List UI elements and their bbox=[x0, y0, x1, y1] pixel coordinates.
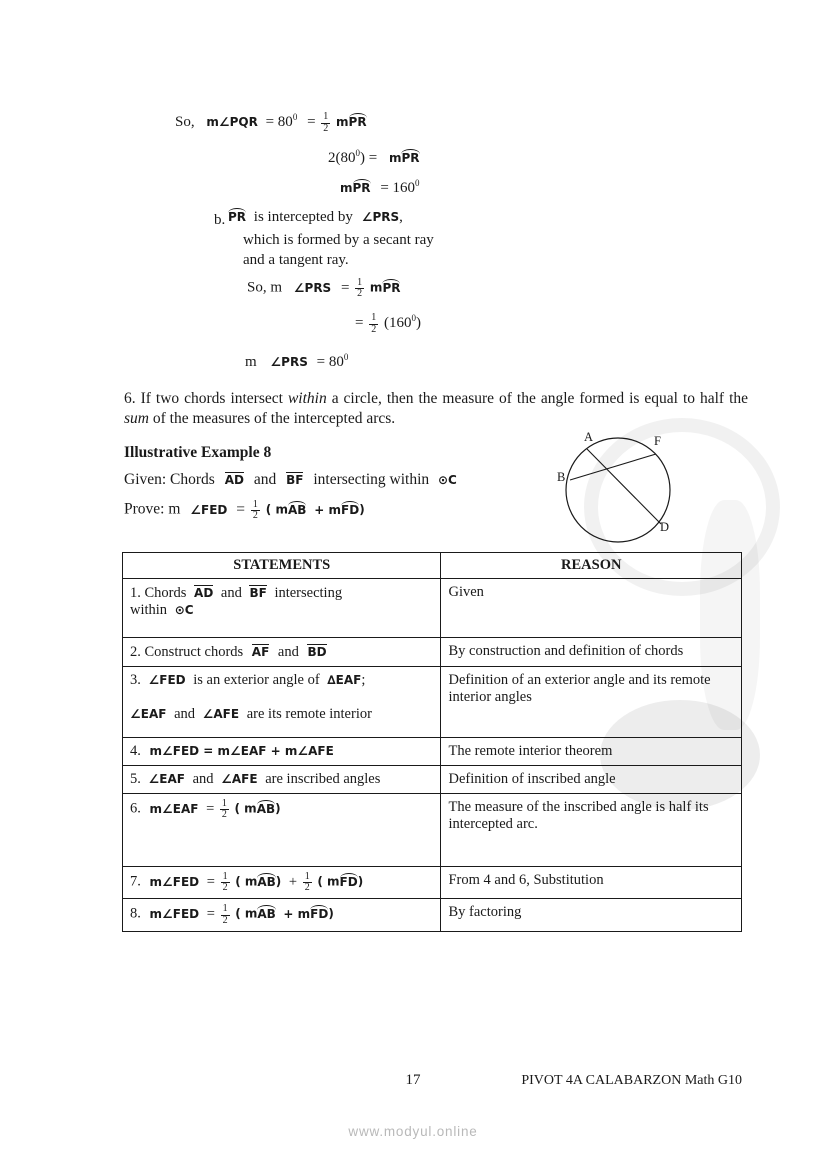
prove-plus: + m bbox=[314, 502, 342, 517]
page-number: 17 bbox=[405, 1072, 421, 1088]
so-label: So, bbox=[175, 114, 195, 130]
item-b-text: is intercepted by bbox=[253, 209, 353, 225]
given-rest: intersecting within bbox=[313, 471, 430, 488]
equation-line-3 bbox=[340, 178, 420, 197]
circle-diagram-svg bbox=[556, 428, 706, 550]
arc-ab: AB bbox=[257, 907, 276, 922]
angle-eaf: ∠EAF bbox=[130, 707, 167, 721]
and-word: and bbox=[174, 706, 196, 722]
figure-label-A: A bbox=[584, 430, 594, 444]
chord-af: AF bbox=[251, 645, 270, 659]
angle-prs: ∠PRS bbox=[361, 210, 400, 224]
reason-cell-6: The measure of the inscribed angle is half its intercepted arc. bbox=[441, 794, 742, 867]
statement-cell-1 bbox=[123, 579, 441, 638]
circle-c: ⊙C bbox=[438, 473, 457, 487]
illustrative-example-heading: Illustrative Example 8 bbox=[124, 444, 272, 461]
figure-label-D: D bbox=[660, 520, 670, 534]
arc-ab: AB bbox=[257, 874, 276, 889]
semicolon: ; bbox=[361, 672, 366, 688]
construct-text: Construct chords bbox=[144, 644, 244, 660]
and-word: and bbox=[192, 771, 214, 787]
intersecting-word: intersecting bbox=[274, 585, 343, 601]
angle-fed: ∠FED bbox=[148, 673, 186, 687]
equals-sign: = bbox=[206, 906, 215, 923]
equals-sign: = bbox=[206, 873, 215, 890]
circle-c: ⊙C bbox=[174, 603, 194, 617]
m-prefix: m bbox=[336, 115, 349, 129]
given-line bbox=[124, 471, 457, 489]
watermark-url: www.modyul.online bbox=[348, 1124, 478, 1139]
reason-cell-2: By construction and definition of chords bbox=[441, 638, 742, 667]
reason-cell-4: The remote interior theorem bbox=[441, 738, 742, 766]
close-paren: ) bbox=[328, 907, 334, 922]
angle-eaf: ∠EAF bbox=[148, 772, 185, 786]
row-number: 6. bbox=[130, 800, 141, 817]
remote-interior-text: are its remote interior bbox=[246, 706, 372, 722]
so-m-label: So, m bbox=[247, 279, 283, 296]
item-b bbox=[214, 208, 403, 228]
within-word: within bbox=[130, 602, 168, 618]
row-number: 7. bbox=[130, 873, 141, 890]
one-half-fraction: $\frac{1}{2}$ bbox=[252, 499, 258, 522]
equals-sign: = bbox=[206, 800, 215, 817]
and-word: and bbox=[277, 644, 299, 660]
row-number: 1. bbox=[130, 585, 141, 601]
paragraph-italic-sum: sum bbox=[124, 410, 149, 428]
paragraph-text-c: of the measures of the intercepted arcs. bbox=[152, 410, 396, 428]
m-angle-fed: m∠FED bbox=[149, 874, 200, 889]
row-number: 8. bbox=[130, 906, 141, 923]
chord-bd: BD bbox=[307, 645, 327, 659]
m-prefix: m bbox=[245, 354, 257, 370]
figure-label-F: F bbox=[654, 434, 661, 448]
table-header-row bbox=[123, 553, 742, 579]
exterior-angle-text: is an exterior angle of bbox=[193, 672, 320, 688]
equals-sign: = bbox=[355, 315, 364, 331]
open-paren: ( m bbox=[317, 874, 340, 889]
prove-close-paren: ) bbox=[359, 502, 365, 517]
equation-remote-interior: m∠FED = m∠EAF + m∠AFE bbox=[149, 744, 334, 758]
open-paren: ( m bbox=[234, 801, 257, 816]
angle-afe: ∠AFE bbox=[202, 707, 240, 721]
m-prefix: m bbox=[340, 181, 353, 195]
arc-pr: PR bbox=[401, 151, 420, 165]
equation-line-2 bbox=[328, 148, 420, 167]
arc-value: = $160^0$ bbox=[380, 178, 420, 196]
inscribed-angles-text: are inscribed angles bbox=[265, 771, 381, 787]
row-number: 4. bbox=[130, 743, 141, 759]
paragraph-italic-within: within bbox=[287, 390, 327, 407]
chord-ad: AD bbox=[224, 473, 244, 487]
footer-source: PIVOT 4A CALABARZON Math G10 bbox=[521, 1073, 742, 1088]
reason-cell-5: Definition of inscribed angle bbox=[441, 766, 742, 794]
comma: , bbox=[399, 209, 403, 225]
item-b-label: b. bbox=[214, 212, 226, 228]
equals-sign: = bbox=[340, 279, 350, 296]
statement-cell-2 bbox=[123, 638, 441, 667]
arc-fd: FD bbox=[341, 502, 360, 517]
table-row bbox=[123, 738, 742, 766]
angle-prs: ∠PRS bbox=[270, 355, 308, 369]
equation-line-5 bbox=[355, 313, 421, 335]
paragraph-text-b: a circle, then the measure of the angle formed is equal to half the bbox=[331, 390, 749, 407]
statement-cell-8 bbox=[123, 899, 441, 931]
open-paren: ( m bbox=[235, 907, 258, 922]
table-row bbox=[123, 766, 742, 794]
angle-pqr: m∠PQR bbox=[206, 115, 258, 129]
paragraph-number: 6. bbox=[124, 390, 136, 407]
table-row bbox=[123, 899, 742, 931]
equals-sign: = bbox=[236, 500, 246, 518]
arc-fd: FD bbox=[339, 874, 358, 889]
triangle-eaf: ∆EAF bbox=[327, 673, 362, 687]
one-half-fraction: $\frac{1}{2}$ bbox=[371, 312, 377, 335]
two-times-80: $2(80^0)$ = bbox=[328, 148, 378, 166]
equals-sign: = bbox=[307, 114, 316, 130]
arc-fd: FD bbox=[310, 907, 329, 922]
equation-line-1 bbox=[175, 112, 367, 134]
item-b-line3: and a tangent ray. bbox=[243, 252, 349, 268]
column-header-statements: STATEMENTS bbox=[123, 553, 441, 579]
reason-cell-1: Given bbox=[441, 579, 742, 638]
given-label: Given: Chords bbox=[124, 471, 215, 488]
table-row bbox=[123, 667, 742, 738]
angle-afe: ∠AFE bbox=[221, 772, 258, 786]
arc-ab: AB bbox=[287, 502, 307, 517]
row-number: 3. bbox=[130, 672, 141, 688]
arc-pr: PR bbox=[348, 115, 367, 129]
arc-pr: PR bbox=[352, 181, 371, 195]
figure-label-B: B bbox=[557, 470, 566, 484]
statement-cell-7 bbox=[123, 867, 441, 899]
proof-table bbox=[122, 552, 742, 932]
paragraph-6 bbox=[124, 389, 748, 430]
table-row bbox=[123, 579, 742, 638]
so-value: = $80^0$ bbox=[265, 112, 298, 130]
column-header-reason: REASON bbox=[441, 553, 742, 579]
plus-m: + m bbox=[283, 907, 311, 922]
reason-cell-3: Definition of an exterior angle and its remote interior angles bbox=[441, 667, 742, 738]
one-half-fraction: $\frac{1}{2}$ bbox=[221, 798, 227, 821]
and-word: and bbox=[220, 585, 242, 601]
final-value: = $80^0$ bbox=[316, 352, 349, 370]
row-number: 5. bbox=[130, 771, 141, 787]
angle-fed: ∠FED bbox=[190, 502, 228, 517]
m-prefix: m bbox=[388, 151, 402, 165]
arc-ab: AB bbox=[256, 801, 276, 816]
prove-open-paren: ( m bbox=[265, 502, 288, 517]
m-angle-eaf: m∠EAF bbox=[149, 801, 199, 816]
m-angle-fed: m∠FED bbox=[149, 907, 200, 922]
one-half-fraction: $\frac{1}{2}$ bbox=[357, 277, 363, 300]
one-half-fraction: $\frac{1}{2}$ bbox=[222, 871, 228, 894]
chord-bf: BF bbox=[249, 586, 267, 600]
statement-cell-3 bbox=[123, 667, 441, 738]
open-paren: ( m bbox=[235, 874, 258, 889]
reason-cell-7: From 4 and 6, Substitution bbox=[441, 867, 742, 899]
equation-line-6 bbox=[245, 352, 348, 371]
plus-sign: + bbox=[288, 873, 298, 890]
prove-label: Prove: m bbox=[124, 500, 181, 518]
close-paren: ) bbox=[275, 874, 282, 889]
close-paren: ) bbox=[357, 874, 364, 889]
angle-prs: ∠PRS bbox=[293, 280, 332, 295]
arc-pr: PR bbox=[382, 280, 401, 295]
statement-cell-6 bbox=[123, 794, 441, 867]
table-row bbox=[123, 794, 742, 867]
value-160: $(160^0)$ bbox=[383, 313, 421, 331]
one-half-fraction: $\frac{1}{2}$ bbox=[304, 871, 310, 894]
and-word: and bbox=[253, 471, 277, 488]
statement-cell-5 bbox=[123, 766, 441, 794]
one-half-fraction: $\frac{1}{2}$ bbox=[323, 111, 329, 134]
prove-line bbox=[124, 500, 365, 521]
row-number: 2. bbox=[130, 644, 141, 660]
reason-cell-8: By factoring bbox=[441, 899, 742, 931]
chord-bf: BF bbox=[286, 473, 304, 487]
table-row bbox=[123, 638, 742, 667]
equation-line-4 bbox=[247, 278, 400, 299]
close-paren: ) bbox=[275, 801, 281, 816]
circle-figure bbox=[556, 428, 706, 550]
table-row bbox=[123, 867, 742, 899]
paragraph-text-a: If two chords intersect bbox=[140, 390, 283, 407]
arc-pr: PR bbox=[228, 210, 247, 224]
item-b-line2: which is formed by a secant ray bbox=[243, 232, 434, 248]
statement-cell-4 bbox=[123, 738, 441, 766]
m-prefix: m bbox=[369, 280, 383, 295]
chord-ad: AD bbox=[194, 586, 214, 600]
one-half-fraction: $\frac{1}{2}$ bbox=[222, 903, 228, 926]
chords-word: Chords bbox=[144, 585, 187, 601]
